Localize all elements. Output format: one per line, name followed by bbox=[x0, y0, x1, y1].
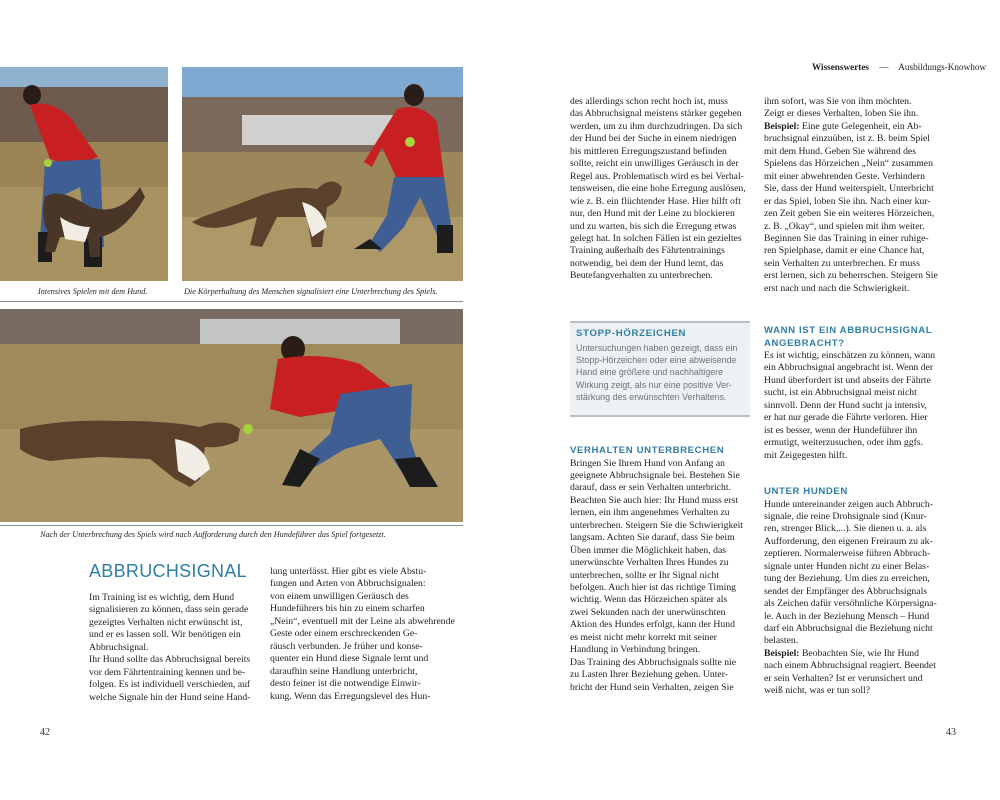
caption-photo-2: Die Körperhaltung des Menschen signalisiert eine Unterbrechung des Spiels. bbox=[184, 287, 438, 296]
caption-photo-3: Nach der Unterbrechung des Spiels wird nach Aufforderung durch den Hundeführer das Spiel fortgesetzt. bbox=[40, 530, 386, 539]
running-head-separator: — bbox=[879, 62, 889, 72]
section-heading-wann-line-1: WANN IST EIN ABBRUCHSIGNAL bbox=[764, 325, 933, 336]
caption-divider-bottom bbox=[0, 525, 463, 526]
right-column-2-top: ihm sofort, was Sie von ihm möchten. Zeigt er dieses Verhalten, loben Sie ihn. Beispiel: Eine gute Gelegenheit, ein Ab- bruchsignal einzuüben, ist z. B. beim Spiel mit dem Hund. Geben Sie während des Spielens das Hörzeichen „Nein“ zusammen mit einer abwehrenden Geste. Verhindern Sie, dass der Hund weiterspielt. Unterbricht er das Spiel, loben Sie ihn. Nach einer kur- zen Zeit geben Sie ein weiteres Hörzeichen, z. B. „Okay“, und spielen mit ihm weiter. Beginnen Sie das Training in einer ruhige- ren Spielphase, damit er eine Chance hat, sein Verhalten zu unterbrechen. Er muss erst lernen, sich zu beherrschen. Steigern Sie erst nach und nach die Schwierigkeit. bbox=[764, 96, 938, 294]
photo-dog-playing bbox=[0, 67, 168, 281]
caption-divider bbox=[0, 301, 463, 302]
caption-photo-1: Intensives Spielen mit dem Hund. bbox=[38, 287, 148, 296]
section-heading-verhalten: VERHALTEN UNTERBRECHEN bbox=[570, 445, 725, 456]
section-heading-wann-line-2: ANGEBRACHT? bbox=[764, 337, 845, 349]
page-number-right: 43 bbox=[946, 727, 956, 738]
example-label: Beispiel: bbox=[764, 120, 800, 132]
section-heading-unter-hunden: UNTER HUNDEN bbox=[764, 486, 848, 497]
right-column-2-section-2: WANN IST EIN ABBRUCHSIGNAL ANGEBRACHT? Es ist wichtig, einschätzen zu können, wann ein Abbruchsignal angebracht ist. Wenn der Hund überfordert ist und abseits der Fährte sucht, ist ein Abbruchsignal meist nicht sinnvoll. Denn der Hund sucht ja intensiv, er hat nur gerade die Fährte verloren. Hier ist es besser, wenn der Hundeführer ihn ermutigt, weiterzusuchen, oder ihm ggfs. mit Zeigegesten hilft. bbox=[764, 325, 954, 462]
info-box-title: STOPP-HÖRZEICHEN bbox=[576, 328, 687, 339]
main-heading: ABBRUCHSIGNAL bbox=[89, 561, 247, 581]
page-number-left: 42 bbox=[40, 727, 50, 738]
left-column-1: Im Training ist es wichtig, dem Hund signalisieren zu können, dass sein gerade gezeigtes Verhalten nicht erwünscht ist, und er es lassen soll. Wir benötigen ein Abbruchsignal. Ihr Hund sollte das Abbruchsignal bereits vor dem Fährtentraining kennen und be- folgen. Es ist individuell verschieden, auf welche Signale hin der Hund seine Hand- bbox=[89, 592, 251, 703]
running-head-section: Wissenswertes bbox=[812, 62, 869, 72]
photo-tug-play bbox=[0, 309, 463, 522]
right-column-1-section: VERHALTEN UNTERBRECHEN Bringen Sie Ihrem Hund von Anfang an geeignete Abbruchsignale bei. Bestehen Sie darauf, dass er sein Verhalten unterbricht. Beachten Sie auch hier: Ihr Hund muss erst lernen, ein ihm angenehmes Verhalten zu unterbrechen. Steigern Sie die Schwierigkeit langsam. Achten Sie darauf, dass Sie beim Üben immer die Möglichkeit haben, das unerwünschte Verhalten Ihres Hundes zu unterbrechen, sollte er Ihr Signal nicht befolgen. Auch hier ist das richtige Timing wichtig. Wenn das Hörzeichen später als zwei Sekunden nach der unerwünschten Aktion des Hundes erfolgt, kann der Hund es meist nicht mehr korrekt mit seiner Handlung in Verbindung bringen. Das Training des Abbruchsignals sollte nie zu Lasten Ihrer Beziehung gehen. Unter- bricht der Hund sein Verhalten, zeigen Sie bbox=[570, 445, 755, 694]
photo-play-interruption bbox=[182, 67, 463, 281]
left-column-2: lung unterlässt. Hier gibt es viele Abstu- fungen und Arten von Abbruchsignalen: von einem unwilligen Geräusch des Hundeführers bis hin zu einem scharfen „Nein“, eventuell mit der Leine als abwehrende Geste oder einem erschreckenden Ge- räusch verbunden. Je früher und konse- quenter ein Hund diese Signale lernt und daraufhin seine Handlung unterbricht, desto feiner ist die notwendige Einwir- kung. Wenn das Erregungslevel des Hun- bbox=[270, 566, 455, 702]
right-column-2-section-3: UNTER HUNDEN Hunde untereinander zeigen auch Abbruch- signale, die reine Drohsignale sind (Knur- ren, strenger Blick,...). Sie dienen u. a. als Aufforderung, den eigenen Freiraum zu ak- zeptieren. Normalerweise führen Abbruch- signale unter Hunden nicht zu einer Belas- tung der Beziehung. Um dies zu erreichen, sendet der Empfänger des Abbruchsignals als Zeichen dafür versöhnliche Körpersigna- le. Auch in der Beziehung Mensch – Hund darf ein Abbruchsignal die Beziehung nicht belasten. Beispiel: Beobachten Sie, wie Ihr Hund nach einem Abbruchsignal reagiert. Beendet er sein Verhalten? Ist er verunsichert und weiß nicht, was er tun soll? bbox=[764, 486, 954, 698]
right-column-1-top: des allerdings schon recht hoch ist, muss das Abbruchsignal meistens stärker gegeben werden, um zu ihm durchzudringen. Da sich der Hund bei der Suche in einem niedrigen bis mittleren Erregungszustand befinden sollte, reicht ein unwilliges Geräusch in der Regel aus. Problematisch wird es bei Verhal- tensweisen, die eine hohe Erregung auslösen, wie z. B. ein flüchtender Hase. Hier hilft oft nur, den Hund mit der Leine zu blockieren und zu warten, bis sich die Erregung etwas gelegt hat. In solchen Fällen ist ein gezieltes Training außerhalb des Fährtentrainings notwendig, bei dem der Hund lernt, das Beutefangverhalten zu unterbrechen. bbox=[570, 96, 746, 282]
info-box-stopp: STOPP-HÖRZEICHEN Untersuchungen haben gezeigt, dass ein Stopp-Hörzeichen oder eine abweisende Hand eine größere und nachhaltigere Wirkung zeigt, als nur eine positive Ver- stärkung des erwünschten Verhaltens. bbox=[570, 321, 750, 417]
running-head-chapter: Ausbildungs-Knowhow bbox=[898, 62, 987, 72]
example-label-2: Beispiel: bbox=[764, 647, 800, 659]
running-head bbox=[812, 62, 986, 72]
